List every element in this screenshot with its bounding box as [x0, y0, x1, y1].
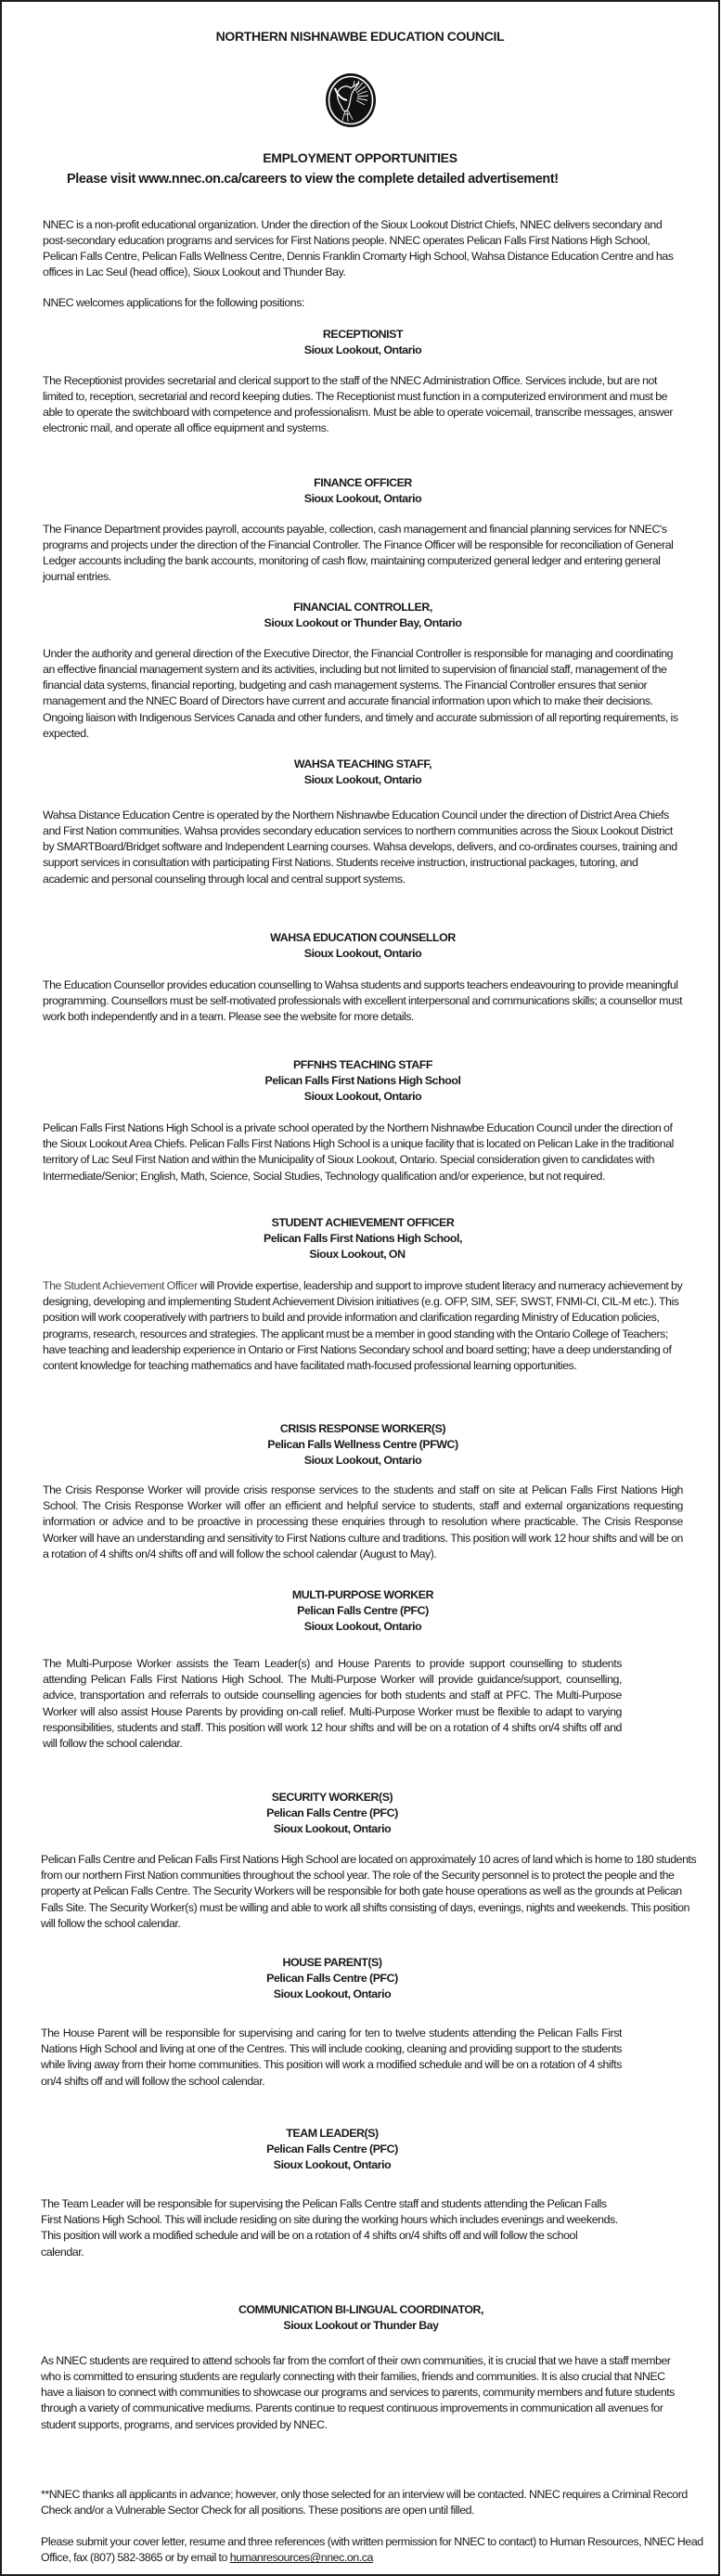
position-heading	[41, 1955, 624, 2002]
nnec-bird-logo-icon	[322, 71, 380, 129]
position-title: PFFNHS TEACHING STAFF	[292, 1058, 433, 1071]
position-communication-coordinator	[41, 2302, 681, 2433]
position-location: Sioux Lookout or Thunder Bay	[283, 2319, 439, 2333]
position-wahsa-teaching-staff	[43, 757, 683, 887]
position-description: Wahsa Distance Education Centre is operated by the Northern Nishnawbe Education Council under the direction of District Area Chiefs and First Nation communities. Wahsa provides secondary education services to northern communities across the Sioux Lookout District by SMARTBoard/Bridget software and Independent Learning courses. Wahsa develops, delivers, and co-ordinates courses, training and support services in consultation with participating First Nations. Students receive instruction, instructional packages, tutoring, and academic and personal counseling through local and central support systems.	[43, 809, 677, 886]
position-description: The Crisis Response Worker will provide crisis response services to the students and staff on site at Pelican Falls First Nations High School. The Crisis Response Worker will offer an efficient and helpful service to students, staff and external organizations requesting information or advice and to be proactive in processing these enquiries through to resolution where practicable. The Crisis Response Worker will have an understanding and sensitivity to First Nations culture and traditions. This position will work 12 hour shifts and will be on a rotation of 4 shifts on/4 shifts off and will follow the school calendar (August to May).	[43, 1483, 683, 1560]
position-description: The Receptionist provides secretarial and clerical support to the staff of the NNEC Administration Office. Services include, but are not limited to, reception, secretarial and record keeping duties. The Receptionist must function in a computerized environment and must be able to operate the switchboard with competence and professionalism. Must be able to operate voicemail, transcribe messages, answer electronic mail, and operate all office equipment and systems.	[43, 374, 674, 435]
position-finance-officer	[43, 475, 683, 586]
position-heading	[43, 1215, 683, 1262]
position-location: Pelican Falls Centre (PFC)	[266, 1806, 398, 1820]
applicant-notice: **NNEC thanks all applicants in advance; however, only those selected for an interview will be contacted. NNEC requires a Criminal Record Check and/or a Vulnerable Sector Check for all positions. These positions are open until filled.	[41, 2488, 688, 2518]
position-location: Sioux Lookout, Ontario	[303, 1620, 422, 1634]
position-title: WAHSA EDUCATION COUNSELLOR	[270, 931, 456, 944]
position-crisis-response-worker	[43, 1421, 683, 1562]
welcome-statement: NNEC welcomes applications for the following positions:	[43, 296, 304, 310]
position-student-achievement-officer	[43, 1215, 683, 1374]
position-description	[43, 1278, 683, 1374]
position-title: SECURITY WORKER(S)	[271, 1791, 393, 1804]
position-wahsa-education-counsellor	[43, 930, 683, 1025]
position-heading	[43, 475, 683, 507]
position-title: FINANCE OFFICER	[314, 476, 412, 489]
position-location: Sioux Lookout, ON	[309, 1248, 406, 1262]
position-heading	[43, 327, 683, 358]
position-location: Pelican Falls First Nations High School	[264, 1074, 461, 1088]
position-location: Pelican Falls First Nations High School,	[264, 1232, 462, 1246]
position-title: CRISIS RESPONSE WORKER(S)	[279, 1422, 446, 1435]
position-location: Sioux Lookout, Ontario	[303, 1454, 422, 1468]
position-title: HOUSE PARENT(S)	[282, 1956, 382, 1969]
intro-section	[43, 217, 683, 311]
position-description: The Multi-Purpose Worker assists the Team Leader(s) and House Parents to provide support counselling to students attending Pelican Falls First Nations High School. The Multi-Purpose Worker will provide guidance/support, counselling, advice, transportation and referrals to outside counselling agencies for both students and staff at PFC. The Multi-Purpose Worker will also assist House Parents by providing on-call relief. Multi-Purpose Worker must be flexible to adapt to varying responsibilities, students and staff. This position will work 12 hour shifts and will be on a rotation of 4 shifts on/4 shifts off and will follow the school calendar.	[43, 1657, 622, 1750]
description-body: will Provide expertise, leadership and support to improve student literacy and numeracy achievement by designing, developing and implementing Student Achievement Division initiatives (e.g. OFP, SIM, SEF, SWST, FNMI-CI, CIL-M etc.). This position will work cooperatively with partners to build and provide information and clarification regarding Ministry of Education policies, programs, research, resources and strategies. The applicant must be a member in good standing with the Ontario College of Teachers; have teaching and leadership experience in Ontario or First Nations Secondary school and board setting; have a deep understanding of content knowledge for teaching mathematics and have facilitated math-focused professional learning opportunities.	[43, 1279, 683, 1372]
position-description: The Team Leader will be responsible for supervising the Pelican Falls Centre staff and students attending the Pelican Falls First Nations High School. This will include residing on site during the working hours which includes evenings and weekends. This position will work a modified schedule and will be on a rotation of 4 shifts on/4 shifts off and will follow the school calendar.	[41, 2197, 618, 2259]
position-heading	[43, 757, 683, 788]
position-location: Pelican Falls Wellness Centre (PFWC)	[267, 1438, 458, 1452]
position-heading	[43, 1587, 683, 1635]
organization-description: NNEC is a non-profit educational organization. Under the direction of the Sioux Lookout District Chiefs, NNEC delivers secondary and post-secondary education programs and services for First Nations people. NNEC operates Pelican Falls First Nations High School, Pelican Falls Centre, Pelican Falls Wellness Centre, Dennis Franklin Cromarty High School, Wahsa Distance Education Centre and has offices in Lac Seul (head office), Sioux Lookout and Thunder Bay.	[43, 218, 674, 279]
position-location: Pelican Falls Centre (PFC)	[297, 1604, 429, 1618]
position-location: Sioux Lookout, Ontario	[303, 1090, 422, 1104]
position-description: As NNEC students are required to attend schools far from the comfort of their own communities, it is crucial that we have a staff member who is committed to ensuring students are regularly connecting with their families, friends and communities. It is also crucial that NNEC have a liaison to connect with communities to showcase our programs and services to parents, community members and future students through a variety of communicative mediums. Parents continue to request continuous improvements in communication all avenues for student supports, programs, and services provided by NNEC.	[41, 2354, 676, 2431]
hr-email-link[interactable]: humanresources@nnec.on.ca	[229, 2551, 373, 2565]
careers-link-notice: Please visit www.nnec.on.ca/careers to view the complete detailed advertisement!	[67, 172, 559, 187]
footer-section	[41, 2487, 707, 2566]
position-heading	[41, 2126, 624, 2173]
submission-instructions	[41, 2534, 707, 2566]
position-location: Sioux Lookout, Ontario	[303, 492, 422, 506]
position-heading	[43, 1421, 683, 1469]
position-title: WAHSA TEACHING STAFF,	[293, 757, 432, 770]
position-location: Sioux Lookout, Ontario	[303, 773, 422, 787]
position-location: Sioux Lookout, Ontario	[273, 2158, 392, 2172]
position-location: Sioux Lookout, Ontario	[273, 1822, 392, 1836]
position-location: Sioux Lookout, Ontario	[303, 343, 422, 357]
position-location: Sioux Lookout or Thunder Bay, Ontario	[264, 616, 462, 630]
position-title: RECEPTIONIST	[322, 328, 404, 341]
position-title: FINANCIAL CONTROLLER,	[293, 601, 432, 614]
position-title: STUDENT ACHIEVEMENT OFFICER	[271, 1216, 455, 1229]
position-heading	[41, 1790, 624, 1837]
position-heading	[43, 600, 683, 631]
position-pffnhs-teaching-staff	[43, 1057, 683, 1184]
position-title: COMMUNICATION BI-LINGUAL COORDINATOR,	[238, 2303, 484, 2316]
position-description: The Education Counsellor provides education counselling to Wahsa students and supports teachers endeavouring to provide meaningful programming. Counsellors must be self-motivated professionals with excellent interpersonal and communications skills; a counsellor must work both independently and in a team. Please see the website for more details.	[43, 978, 683, 1024]
submission-text: Please submit your cover letter, resume and three references (with written permission for NNEC to contact) to Human Resources, NNEC Head Office, fax (807) 582-3865 or by email to	[41, 2535, 703, 2565]
position-receptionist	[43, 327, 683, 437]
description-lead: The Student Achievement Officer	[43, 1279, 198, 1293]
position-team-leader	[41, 2126, 681, 2260]
position-description: The House Parent will be responsible for supervising and caring for ten to twelve students attending the Pelican Falls First Nations High School and living at one of the Centres. This will include cooking, cleaning and providing support to the students while living away from their home communities. This position will work a modified schedule and will be on a rotation of 4 shifts on/4 shifts off and will follow the school calendar.	[41, 2026, 622, 2088]
position-title: MULTI-PURPOSE WORKER	[291, 1588, 434, 1601]
position-multi-purpose-worker	[43, 1587, 683, 1752]
position-house-parent	[41, 1955, 681, 2090]
position-location: Sioux Lookout, Ontario	[273, 1987, 392, 2001]
position-financial-controller	[43, 600, 683, 742]
position-description: Pelican Falls First Nations High School is a private school operated by the Northern Nishnawbe Education Council under the direction of the Sioux Lookout Area Chiefs. Pelican Falls First Nations High School is a unique facility that is located on Pelican Lake in the traditional territory of Lac Seul First Nation and within the Municipality of Sioux Lookout, Ontario. Special consideration given to candidates with Intermediate/Senior; English, Math, Science, Social Studies, Technology qualification and/or experience, but not required.	[43, 1121, 674, 1183]
position-description: The Finance Department provides payroll, accounts payable, collection, cash management and financial planning services for NNEC's programs and projects under the direction of the Financial Controller. The Finance Officer will be responsible for reconciliation of General Ledger accounts including the bank accounts, monitoring of cash flow, maintaining computerized general ledger and entering general journal entries.	[43, 523, 674, 584]
position-security-worker	[41, 1790, 697, 1932]
position-location: Pelican Falls Centre (PFC)	[266, 2142, 398, 2156]
position-title: TEAM LEADER(S)	[286, 2127, 379, 2140]
position-heading	[41, 2302, 681, 2334]
organization-name: NORTHERN NISHNAWBE EDUCATION COUNCIL	[215, 29, 505, 44]
employment-opportunities-title: EMPLOYMENT OPPORTUNITIES	[263, 150, 457, 165]
position-description: Under the authority and general direction of the Executive Director, the Financial Controller is responsible for managing and coordinating an effective financial management system and its activities, including but not limited to supervision of financial staff, management of the financial data systems, financial reporting, budgeting and cash management systems. The Financial Controller ensures that senior management and the NNEC Board of Directors have current and accurate financial information upon which to make their decisions. Ongoing liaison with Indigenous Services Canada and other funders, and timely and accurate submission of all reporting requirements, is expected.	[43, 647, 678, 740]
position-description: Pelican Falls Centre and Pelican Falls First Nations High School are located on approximately 10 acres of land which is home to 180 students from our northern First Nation communities throughout the school year. The role of the Security personnel is to protect the people and the property at Pelican Falls Centre. The Security Workers will be responsible for both gate house operations as well as the grounds at Pelican Falls Site. The Security Worker(s) must be willing and able to work all shifts consisting of days, evenings, nights and weekends. This position will follow the school calendar.	[41, 1853, 697, 1930]
position-heading	[43, 930, 683, 962]
position-location: Sioux Lookout, Ontario	[303, 947, 422, 961]
position-heading	[43, 1057, 683, 1105]
position-location: Pelican Falls Centre (PFC)	[266, 1972, 398, 1986]
